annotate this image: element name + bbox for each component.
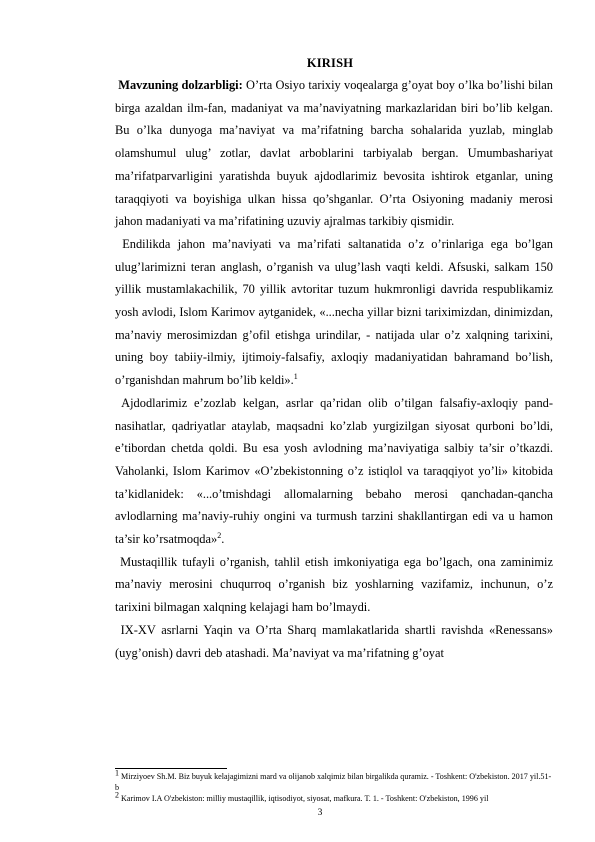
footnote-2 [115, 790, 555, 804]
page-number: 3 [317, 808, 323, 818]
footnote-ref-1[interactable]: 1 [293, 372, 298, 382]
paragraph-5 [115, 619, 553, 664]
footnote-text: Mirziyoev Sh.M. Biz buyuk kelajagimizni mard va olijanob xalqimiz bilan birgalikda quramiz. - Toshkent: O'zbekiston. 2017 yil.51-b [115, 772, 552, 792]
paragraph-tail: . [221, 532, 225, 547]
footnotes [115, 768, 555, 804]
body-text [115, 74, 553, 664]
footnote-text: Karimov I.A O'zbekiston: milliy mustaqillik, iqtisodiyot, siyosat, mafkura. T. 1. - Toshkent: O'zbekiston, 1996 yil [119, 794, 489, 803]
paragraph-text: Ajdodlarimiz e’zozlab kelgan, asrlar qa’ridan olib o’tilgan falsafiy-axloqiy pand-nasihatlar, qadriyatlar ataylab, maqsadni ko’zlab yurgizilgan siyosat qurboni bo’ldi, e’tibordan chetda qoldi. Bu esa yosh avlodning ma’naviyatiga salbiy ta’sir o’tkazdi. Vaholanki, Islom Karimov «O’zbekistonning o’z istiqlol va taraqqiyot yo’li» kitobida ta’kidlanidek: «...o’tmishdagi allomalarning bebaho merosi qanchadan-qancha avlodlarning ma’naviy-ruhiy ongini va turmush tarzini shakllantirgan edi va u hamon ta’sir ko’rsatmoqda» [115, 395, 553, 547]
paragraph-text: Mustaqillik tufayli o’rganish, tahlil etish imkoniyatiga ega bo’lgach, ona zaminimiz ma’naviy merosini chuqurroq o’rganish biz yoshlarning vazifamiz, inchunun, o’z tarixini bilmagan xalqning kelajagi ham bo’lmaydi. [115, 554, 553, 615]
page-title: KIRISH [306, 56, 354, 70]
paragraph-3 [115, 392, 553, 551]
footnote-1 [115, 768, 555, 793]
footnote-number: 2 [115, 790, 119, 800]
footnote-number: 1 [115, 768, 119, 778]
relevance-heading: Mavzuning dolzarbligi: [118, 78, 243, 92]
paragraph-text: Endilikda jahon ma’naviyati va ma’rifati saltanatida o’z o’rinlariga ega bo’lgan ulug’larimizni teran anglash, o’rganish va ulug’lash vaqti keldi. Afsuski, salkam 150 yillik mustamlakachilik, 70 yillik avtoritar tuzum hukmronligi davrida respublikamiz yosh avlodi, Islom Karimov aytganidek, «...necha yillar bizni tariximizdan, dinimizdan, ma’naviy merosimizdan g’ofil etishga urindilar, - natijada ular o’z xalqning tarixini, uning boy tabiiy-ilmiy, ijtimoiy-falsafiy, axloqiy madaniyatidan bahramand bo’lish, o’rganishdan mahrum bo’lib keldi». [115, 236, 553, 388]
paragraph-2 [115, 233, 553, 392]
footnote-divider [115, 768, 227, 769]
paragraph-relevance [115, 74, 553, 233]
paragraph-text: O’rta Osiyo tarixiy voqealarga g’oyat boy o’lka bo’lishi bilan birga azaldan ilm-fan, madaniyat va ma’naviyatning markazlaridan biri bo’lib kelgan. Bu o’lka dunyoga ma’naviyat va ma’rifatning barcha sohalarida yuzlab, minglab olamshumul ulug’ zotlar, davlat arboblarini tarbiyalab bergan. Umumbashariyat ma’rifatparvarligini yaratishda buyuk ajdodlarimiz bevosita ishtirok etganlar, uning taraqqiyoti va boyishiga ulkan hissa qo’shganlar. O’rta Osiyoning madaniy merosi jahon madaniyati va ma’rifatining uzuviy ajralmas tarkibiy qismidir. [115, 78, 553, 229]
paragraph-4 [115, 551, 553, 619]
footnote-ref-2[interactable]: 2 [217, 530, 222, 540]
paragraph-text: IX-XV asrlarni Yaqin va O’rta Sharq mamlakatlarida shartli ravishda «Renessans» (uyg’onish) davri deb atashadi. Ma’naviyat va ma’rifatning g’oyat [115, 622, 553, 660]
